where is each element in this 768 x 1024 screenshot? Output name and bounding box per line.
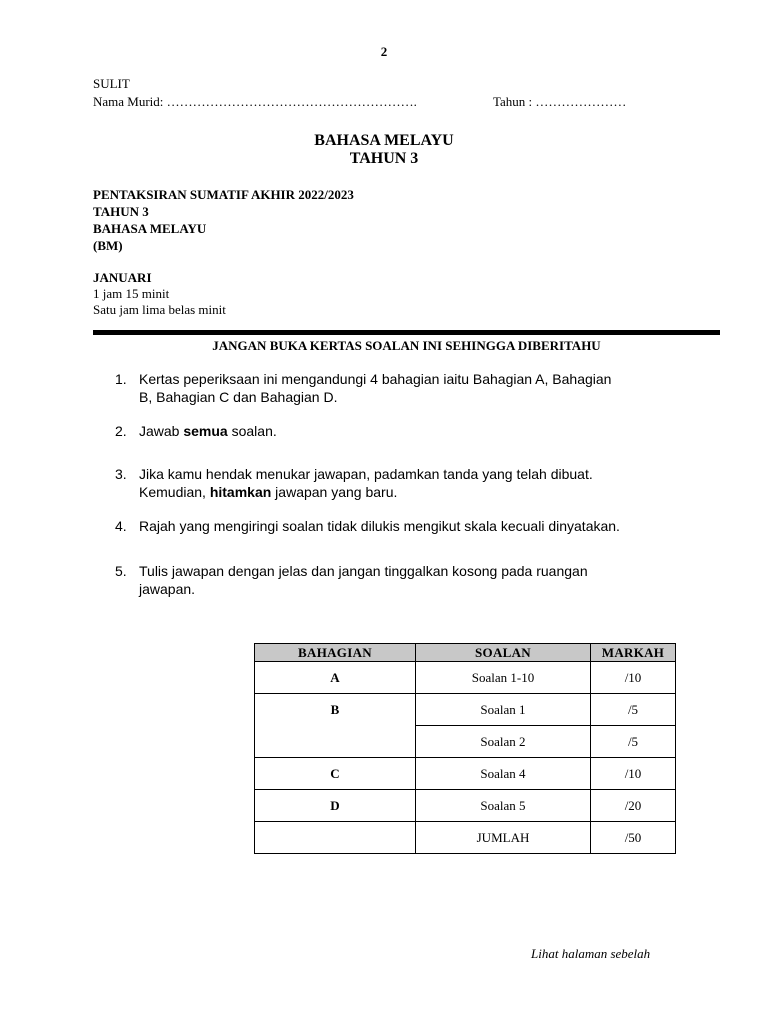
exam-month: JANUARI xyxy=(93,270,152,285)
total-marks-cell: /50 xyxy=(591,822,676,854)
section-cell: C xyxy=(255,758,416,790)
next-page-note: Lihat halaman sebelah xyxy=(531,946,651,961)
marks-cell: /5 xyxy=(591,726,676,758)
instruction-line: Jika kamu hendak menukar jawapan, padamkan tanda yang telah dibuat. xyxy=(139,466,593,482)
table-row xyxy=(255,790,676,822)
title-year: TAHUN 3 xyxy=(349,150,419,167)
exam-assessment: PENTAKSIRAN SUMATIF AKHIR 2022/2023 xyxy=(93,187,354,202)
table-header-row xyxy=(255,644,676,662)
exam-info xyxy=(93,186,354,254)
total-label-cell: JUMLAH xyxy=(416,822,591,854)
section-cell xyxy=(255,822,416,854)
instruction-line: Jawab xyxy=(139,423,184,439)
marks-cell: /20 xyxy=(591,790,676,822)
marks-cell: /10 xyxy=(591,758,676,790)
section-cell: A xyxy=(255,662,416,694)
question-cell: Soalan 1 xyxy=(416,694,591,726)
exam-schedule xyxy=(93,270,226,318)
exam-year: TAHUN 3 xyxy=(93,204,149,219)
question-cell: Soalan 2 xyxy=(416,726,591,758)
table-row xyxy=(255,662,676,694)
title-subject: BAHASA MELAYU xyxy=(314,132,454,149)
table-row xyxy=(255,822,676,854)
marks-cell: /5 xyxy=(591,694,676,726)
instruction-line: Tulis jawapan dengan jelas dan jangan tinggalkan kosong pada ruangan xyxy=(139,563,588,579)
exam-subject: BAHASA MELAYU xyxy=(93,221,207,236)
section-cell: D xyxy=(255,790,416,822)
section-cell xyxy=(255,726,416,758)
instruction-text xyxy=(139,422,679,440)
exam-duration: 1 jam 15 minit xyxy=(93,286,170,301)
instruction-number: 1. xyxy=(115,371,127,387)
column-header: SOALAN xyxy=(416,644,591,662)
instruction-line: jawapan yang baru. xyxy=(271,484,398,500)
instruction-emphasis: hitamkan xyxy=(209,484,272,500)
page-number: 2 xyxy=(380,44,388,59)
instruction-line: jawapan. xyxy=(139,581,196,597)
exam-code: (BM) xyxy=(93,238,123,253)
year-field: Tahun : ………………… xyxy=(493,94,627,109)
instruction-line: Rajah yang mengiringi soalan tidak dilukis mengikut skala kecuali dinyatakan. xyxy=(139,518,620,534)
warning-notice: JANGAN BUKA KERTAS SOALAN INI SEHINGGA DIBERITAHU xyxy=(212,338,601,353)
student-info-row xyxy=(93,94,693,110)
question-cell: Soalan 1-10 xyxy=(416,662,591,694)
paper-title xyxy=(0,132,768,168)
instruction-text xyxy=(139,370,679,406)
column-header: MARKAH xyxy=(591,644,676,662)
instruction-text xyxy=(139,562,679,598)
question-cell: Soalan 4 xyxy=(416,758,591,790)
marks-cell: /10 xyxy=(591,662,676,694)
section-cell: B xyxy=(255,694,416,726)
instruction-number: 5. xyxy=(115,563,127,579)
question-cell: Soalan 5 xyxy=(416,790,591,822)
instruction-line: Kertas peperiksaan ini mengandungi 4 bahagian iaitu Bahagian A, Bahagian xyxy=(139,371,612,387)
instruction-number: 3. xyxy=(115,466,127,482)
classification-label: SULIT xyxy=(93,76,130,91)
table-row xyxy=(255,726,676,758)
instruction-line: B, Bahagian C dan Bahagian D. xyxy=(139,389,338,405)
instruction-number: 2. xyxy=(115,423,127,439)
column-header: BAHAGIAN xyxy=(255,644,416,662)
exam-duration-words: Satu jam lima belas minit xyxy=(93,302,226,317)
instruction-text xyxy=(139,517,679,535)
marks-table xyxy=(254,643,676,854)
table-row xyxy=(255,758,676,790)
instruction-number: 4. xyxy=(115,518,127,534)
instruction-text xyxy=(139,465,679,501)
section-divider xyxy=(93,330,720,335)
instruction-line: soalan. xyxy=(227,423,277,439)
student-name-field: Nama Murid: …………………………………………………. xyxy=(93,94,417,109)
instruction-emphasis: semua xyxy=(183,423,228,439)
table-row xyxy=(255,694,676,726)
instruction-line: Kemudian, xyxy=(139,484,210,500)
